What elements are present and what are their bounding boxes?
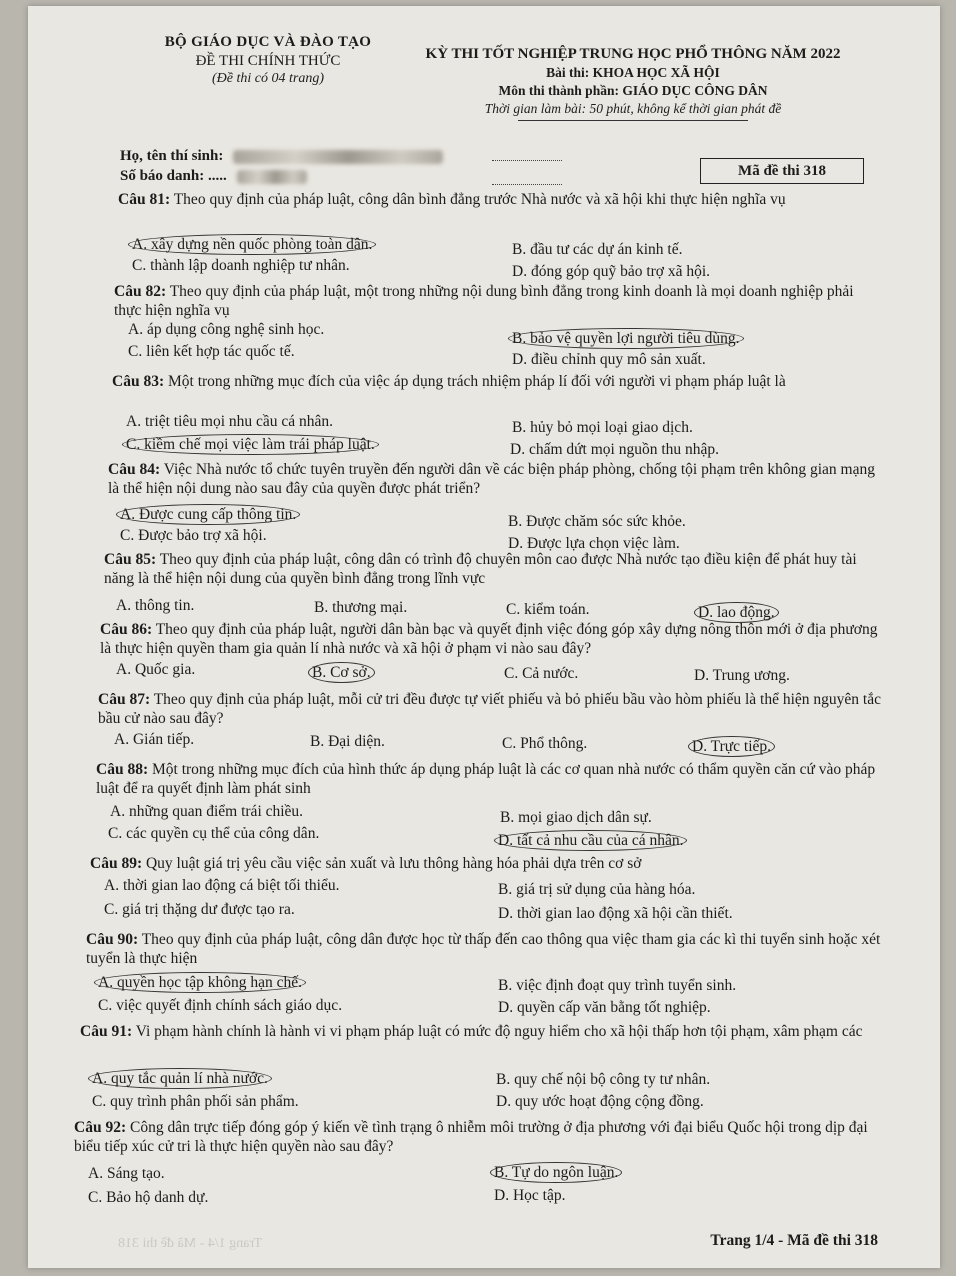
question-number: Câu 87: — [98, 691, 151, 708]
option-b[interactable] — [312, 662, 375, 683]
option-a[interactable]: A. Quốc gia. — [116, 661, 196, 678]
official-label: ĐỀ THI CHÍNH THỨC — [195, 53, 341, 69]
option-b[interactable]: B. thương mại. — [314, 599, 408, 616]
option-c[interactable]: C. Phổ thông. — [502, 735, 588, 752]
option-d[interactable]: D. quyền cấp văn bằng tốt nghiệp. — [498, 999, 711, 1016]
bleed-through-text: Trang 1/4 - Mã đề thi 318 — [118, 1236, 263, 1251]
question-90 — [86, 930, 886, 968]
option-a[interactable]: A. những quan điểm trái chiều. — [110, 803, 304, 820]
option-a[interactable] — [98, 972, 306, 993]
option-d[interactable]: D. Trung ương. — [694, 667, 790, 684]
redacted-id — [237, 170, 307, 184]
exam-subject: Bài thi: KHOA HỌC XÃ HỘI — [546, 65, 720, 80]
question-number: Câu 92: — [74, 1119, 127, 1136]
option-a[interactable]: A. triệt tiêu mọi nhu cầu cá nhân. — [126, 413, 334, 430]
option-c[interactable]: C. Được bảo trợ xã hội. — [120, 527, 267, 544]
question-number: Câu 88: — [96, 761, 149, 778]
option-a[interactable] — [132, 234, 376, 255]
option-a[interactable]: A. Sáng tạo. — [88, 1165, 165, 1182]
question-87 — [98, 690, 888, 728]
question-number: Câu 90: — [86, 931, 139, 948]
header-right — [398, 46, 868, 121]
candidate-info — [120, 148, 443, 188]
exam-title: KỲ THI TỐT NGHIỆP TRUNG HỌC PHỔ THÔNG NĂM 2022 — [425, 46, 841, 62]
question-number: Câu 91: — [80, 1023, 133, 1040]
option-d[interactable]: D. quy ước hoạt động cộng đồng. — [496, 1093, 704, 1110]
question-number: Câu 81: — [118, 191, 171, 208]
question-number: Câu 83: — [112, 373, 165, 390]
option-a[interactable]: A. Gián tiếp. — [114, 731, 195, 748]
option-b[interactable]: B. giá trị sử dụng của hàng hóa. — [498, 881, 696, 898]
question-number: Câu 89: — [90, 855, 143, 872]
option-c[interactable] — [126, 434, 379, 455]
option-b[interactable]: B. hủy bỏ mọi loại giao dịch. — [512, 419, 693, 436]
redacted-name — [233, 150, 443, 164]
option-b[interactable]: B. việc định đoạt quy trình tuyển sinh. — [498, 977, 737, 994]
question-number: Câu 85: — [104, 551, 157, 568]
answer-mark: D. tất cả nhu cầu của cá nhân. — [494, 830, 687, 851]
question-86 — [100, 620, 890, 658]
question-text: Theo quy định của pháp luật, công dân được học từ thấp đến cao thông qua việc tham gia các kì thi tuyển sinh hoặc xét tuyển là thực hiện — [86, 931, 881, 967]
option-c[interactable]: C. các quyền cụ thể của công dân. — [108, 825, 320, 842]
question-text: Quy luật giá trị yêu cầu việc sản xuất và lưu thông hàng hóa phải dựa trên cơ sở — [145, 855, 642, 872]
ministry-name: BỘ GIÁO DỤC VÀ ĐÀO TẠO — [164, 34, 372, 50]
option-c[interactable]: C. giá trị thặng dư được tạo ra. — [104, 901, 295, 918]
answer-mark: B. Tự do ngôn luận. — [490, 1162, 622, 1183]
id-dots — [492, 184, 562, 185]
option-b[interactable] — [512, 328, 744, 349]
exam-code-box: Mã đề thi 318 — [700, 158, 864, 184]
answer-mark: A. xây dựng nền quốc phòng toàn dân. — [128, 234, 376, 255]
option-c[interactable]: C. Bảo hộ danh dự. — [88, 1189, 209, 1206]
option-d[interactable]: D. chấm dứt mọi nguồn thu nhập. — [510, 441, 720, 458]
question-88 — [96, 760, 896, 798]
answer-mark: A. quyền học tập không hạn chế. — [94, 972, 306, 993]
question-text: Theo quy định của pháp luật, công dân bình đẳng trước Nhà nước và xã hội khi thực hiện nghĩa vụ — [173, 191, 786, 208]
exam-paper — [28, 6, 940, 1268]
option-b[interactable]: B. quy chế nội bộ công ty tư nhân. — [496, 1071, 711, 1088]
answer-mark: A. Được cung cấp thông tin. — [116, 504, 300, 525]
question-92 — [74, 1118, 884, 1156]
answer-mark: D. Trực tiếp. — [688, 736, 775, 757]
option-b[interactable]: B. mọi giao dịch dân sự. — [500, 809, 652, 826]
exam-time: Thời gian làm bài: 50 phút, không kể thời gian phát đề — [484, 101, 782, 116]
question-number: Câu 84: — [108, 461, 161, 478]
question-text: Theo quy định của pháp luật, một trong những nội dung bình đẳng trong kinh doanh là mọi doanh nghiệp phải thực hiện nghĩa vụ — [114, 283, 854, 319]
option-a[interactable] — [92, 1068, 272, 1089]
question-text: Theo quy định của pháp luật, người dân bàn bạc và quyết định việc đóng góp xây dựng nông thôn mới ở địa phương là thực hiện quyền tham gia quản lí nhà nước và xã hội ở phạm vi nào sau đây? — [100, 621, 878, 657]
option-d[interactable]: D. đóng góp quỹ bảo trợ xã hội. — [512, 263, 711, 280]
option-a[interactable] — [120, 504, 300, 525]
question-number: Câu 86: — [100, 621, 153, 638]
option-a[interactable]: A. áp dụng công nghệ sinh học. — [128, 321, 325, 338]
option-c[interactable]: C. việc quyết định chính sách giáo dục. — [98, 997, 343, 1014]
question-81 — [118, 190, 878, 209]
exam-component: Môn thi thành phần: GIÁO DỤC CÔNG DÂN — [498, 83, 768, 98]
header-left — [148, 34, 388, 87]
option-b[interactable] — [494, 1162, 622, 1183]
option-d[interactable]: D. Học tập. — [494, 1187, 566, 1204]
question-text: Theo quy định của pháp luật, mỗi cử tri đều được tự viết phiếu và bỏ phiếu bầu vào hòm phiếu là thể hiện nguyên tắc bầu cử nào sau đây? — [98, 691, 881, 727]
option-b[interactable]: B. Được chăm sóc sức khỏe. — [508, 513, 686, 530]
option-a[interactable]: A. thời gian lao động cá biệt tối thiểu. — [104, 877, 340, 894]
option-d[interactable]: D. Được lựa chọn việc làm. — [508, 535, 680, 552]
option-d[interactable] — [498, 830, 687, 851]
candidate-name-label: Họ, tên thí sinh: — [120, 148, 224, 164]
question-89 — [90, 854, 890, 873]
question-text: Theo quy định của pháp luật, công dân có trình độ chuyên môn cao được Nhà nước tạo điều kiện để phát huy tài năng là thể hiện nội dung của quyền bình đẳng trong lĩnh vực — [104, 551, 857, 587]
question-84 — [108, 460, 888, 498]
option-b[interactable]: B. Đại diện. — [310, 733, 385, 750]
answer-mark: A. quy tắc quản lí nhà nước. — [88, 1068, 272, 1089]
option-c[interactable]: C. kiểm toán. — [506, 601, 590, 618]
question-82 — [114, 282, 874, 320]
answer-mark: D. lao động. — [694, 602, 779, 623]
answer-mark: B. bảo vệ quyền lợi người tiêu dùng. — [508, 328, 744, 349]
page-footer: Trang 1/4 - Mã đề thi 318 — [710, 1232, 878, 1249]
page-count-note: (Đề thi có 04 trang) — [212, 71, 324, 86]
answer-mark: C. kiềm chế mọi việc làm trái pháp luật. — [122, 434, 379, 455]
candidate-id-label: Số báo danh: ..... — [120, 168, 227, 184]
option-a[interactable]: A. thông tin. — [116, 597, 195, 614]
name-dots — [492, 160, 562, 161]
question-91 — [80, 1022, 880, 1041]
question-83 — [112, 372, 882, 391]
option-d[interactable] — [692, 736, 775, 757]
question-text: Một trong những mục đích của hình thức áp dụng pháp luật là các cơ quan nhà nước có thẩm quyền căn cứ vào pháp luật để ra quyết định làm phát sinh — [96, 761, 876, 797]
question-number: Câu 82: — [114, 283, 167, 300]
option-c[interactable]: C. Cả nước. — [504, 665, 579, 682]
question-text: Một trong những mục đích của việc áp dụng trách nhiệm pháp lí đối với người vi phạm pháp luật là — [167, 373, 786, 390]
option-c[interactable]: C. quy trình phân phối sản phẩm. — [92, 1093, 299, 1110]
option-b[interactable]: B. đầu tư các dự án kinh tế. — [512, 241, 683, 258]
option-d[interactable]: D. thời gian lao động xã hội cần thiết. — [498, 905, 733, 922]
question-85 — [104, 550, 884, 588]
option-c[interactable]: C. liên kết hợp tác quốc tế. — [128, 343, 295, 360]
question-text: Việc Nhà nước tổ chức tuyên truyền đến người dân về các biện pháp phòng, chống tội phạm trên không gian mạng là thể hiện nội dung nào sau đây của quyền được phát triển? — [108, 461, 875, 497]
question-text: Công dân trực tiếp đóng góp ý kiến về tình trạng ô nhiễm môi trường ở địa phương với đại biểu Quốc hội trong dịp đại biểu tiếp xúc cử tri là thực hiện quyền nào sau đây? — [74, 1119, 868, 1155]
question-text: Vi phạm hành chính là hành vi vi phạm pháp luật có mức độ nguy hiểm cho xã hội thấp hơn tội phạm, xâm phạm các — [135, 1023, 863, 1040]
answer-mark: B. Cơ sở. — [308, 662, 375, 683]
option-d[interactable]: D. điều chỉnh quy mô sản xuất. — [512, 351, 706, 368]
header-rule — [518, 120, 748, 121]
option-c[interactable]: C. thành lập doanh nghiệp tư nhân. — [132, 257, 350, 274]
